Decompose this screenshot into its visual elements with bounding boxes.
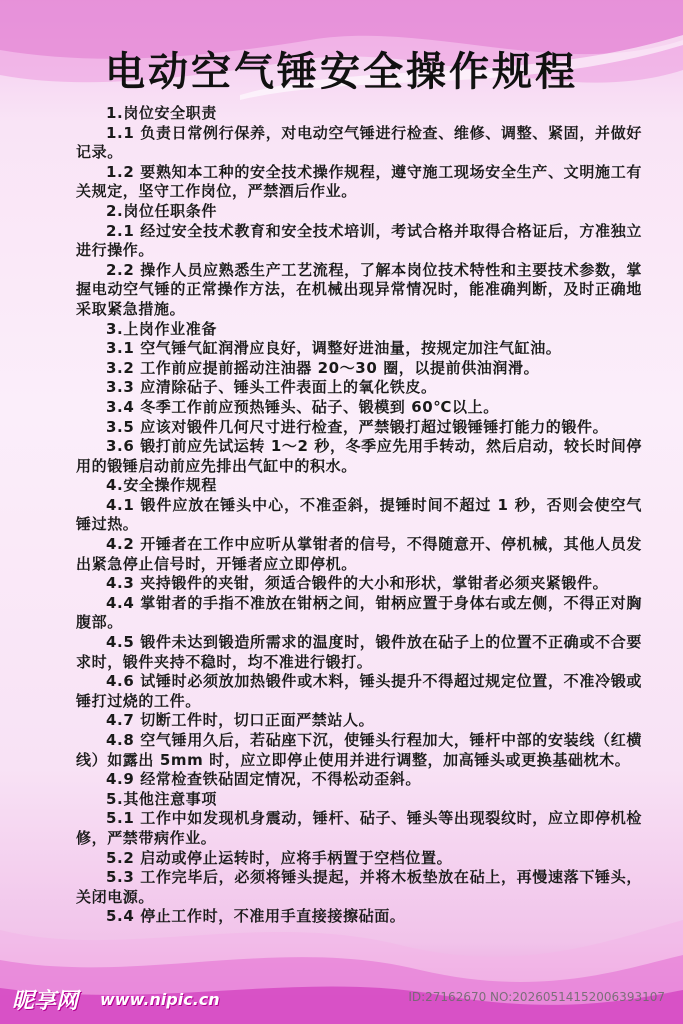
regulation-item: 5.4 停止工作时，不准用手直接接擦砧面。	[106, 907, 406, 926]
regulation-item: 4.3 夹持锻件的夹钳，须适合锻件的大小和形状，掌钳者必须夹紧锻件。	[106, 574, 609, 593]
watermark-url: www.nipic.cn	[100, 990, 220, 1009]
regulation-item: 3.2 工作前应提前摇动注油器 20～30 圈，以提前供油润滑。	[106, 358, 540, 377]
regulation-item: 1.1 负责日常例行保养，对电动空气锤进行检查、维修、调整、紧固，并做好记录。	[76, 123, 642, 162]
regulation-item: 3.3 应清除砧子、锤头工件表面上的氧化铁皮。	[106, 378, 437, 397]
regulation-item: 5.2 启动或停止运转时，应将手柄置于空档位置。	[106, 848, 453, 867]
regulation-item: 3.1 空气锤气缸润滑应良好，调整好进油量，按规定加注气缸油。	[106, 339, 562, 358]
section-heading: 1.岗位安全职责	[106, 104, 217, 122]
section-heading: 4.安全操作规程	[106, 476, 217, 495]
regulation-item: 4.4 掌钳者的手指不准放在钳柄之间，钳柄应置于身体右或左侧，不得正对胸腹部。	[76, 593, 642, 632]
regulation-body	[76, 104, 642, 927]
regulation-item: 4.2 开锤者在工作中应听从掌钳者的信号，不得随意开、停机械，其他人员发出紧急停止信号时，开锤者应立即停机。	[76, 535, 642, 573]
section-heading: 3.上岗作业准备	[106, 319, 217, 338]
regulation-item: 2.1 经过安全技术教育和安全技术培训，考试合格并取得合格证后，方准独立进行操作。	[76, 221, 642, 260]
regulation-item: 3.5 应该对锻件几何尺寸进行检查，严禁锻打超过锻锤锤打能力的锻件。	[106, 417, 609, 436]
regulation-item: 4.7 切断工件时，切口正面严禁站人。	[106, 711, 375, 730]
regulation-item: 1.2 要熟知本工种的安全技术操作规程，遵守施工现场安全生产、文明施工有关规定，坚守工作岗位，严禁酒后作业。	[76, 162, 642, 201]
regulation-item: 4.8 空气锤用久后，若砧座下沉，使锤头行程加大，锤杆中部的安装线（红横线）如露出 5mm 时，应立即停止使用并进行调整，加高锤头或更换基础枕木。	[76, 731, 642, 769]
regulation-item: 3.6 锻打前应先试运转 1～2 秒，冬季应先用手转动，然后启动，较长时间停用的锻锤启动前应先排出气缸中的积水。	[76, 437, 642, 475]
regulation-item: 4.5 锻件未达到锻造所需求的温度时，锻件放在砧子上的位置不正确或不合要求时，锻件夹持不稳时，均不准进行锻打。	[76, 633, 642, 671]
watermark-logo: 昵享网	[12, 989, 79, 1014]
watermark-id: ID:27162670 NO:20260514152006393107	[408, 990, 665, 1004]
regulation-item: 2.2 操作人员应熟悉生产工艺流程，了解本岗位技术特性和主要技术参数，掌握电动空气锤的正常操作方法，在机械出现异常情况时，能准确判断，及时正确地采取紧急措施。	[76, 260, 642, 318]
section-heading: 2.岗位任职条件	[106, 201, 217, 220]
section-heading: 5.其他注意事项	[106, 789, 217, 808]
regulation-item: 5.1 工作中如发现机身震动，锤杆、砧子、锤头等出现裂纹时，应立即停机检修，严禁带病作业。	[76, 809, 642, 847]
regulation-item: 4.6 试锤时必须放加热锻件或木料，锤头提升不得超过规定位置，不准冷锻或锤打过烧的工件。	[76, 672, 642, 710]
regulation-item: 4.9 经常检查铁砧固定情况，不得松动歪斜。	[106, 770, 421, 789]
regulation-item: 4.1 锻件应放在锤头中心，不准歪斜，提锤时间不超过 1 秒，否则会使空气锤过热。	[76, 495, 642, 534]
page-title: 电动空气锤安全操作规程	[105, 49, 578, 95]
regulation-item: 3.4 冬季工作前应预热锤头、砧子、锻模到 60℃以上。	[106, 397, 499, 416]
regulation-item: 5.3 工作完毕后，必须将锤头提起，并将木板垫放在砧上，再慢速落下锤头，关闭电源。	[76, 868, 642, 906]
